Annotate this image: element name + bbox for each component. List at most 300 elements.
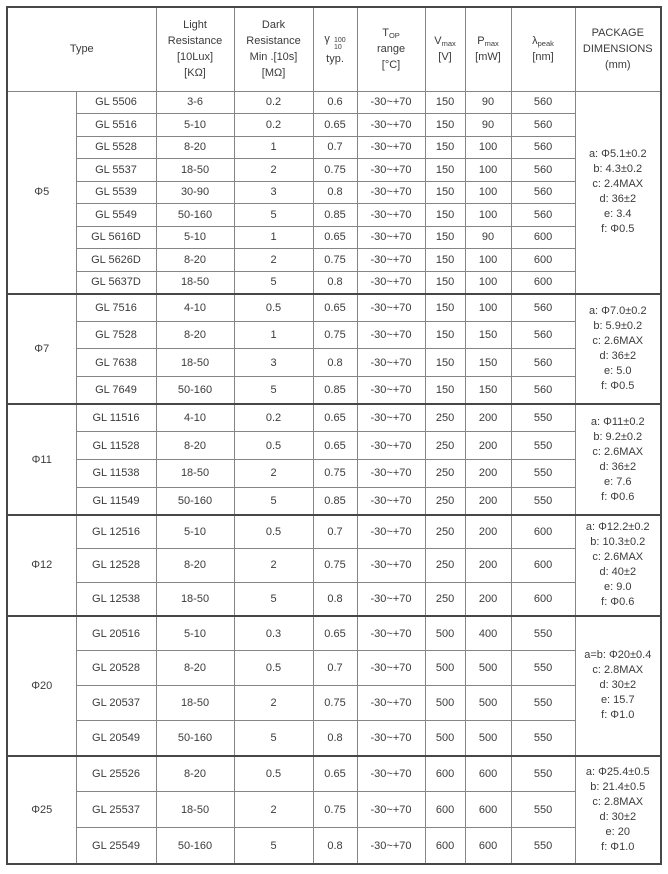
dark-cell: 0.5 [234,432,313,460]
pmax-cell: 90 [465,114,511,137]
vmax-cell: 150 [425,204,465,227]
pmax-cell: 500 [465,686,511,721]
package-dimension-line: e: 9.0 [604,581,632,594]
table-header [7,7,661,91]
vmax-cell: 150 [425,377,465,405]
dark-cell: 3 [234,181,313,204]
table-row [7,515,661,549]
group-label-cell: Φ25 [7,756,76,864]
vmax-cell: 500 [425,686,465,721]
vmax-cell: 250 [425,515,465,549]
table-row [7,828,661,864]
light-cell: 8-20 [156,651,234,686]
pmax-symbol-row [466,33,511,49]
table-row [7,204,661,227]
package-dimension-line: a=b: Φ20±0.4 [584,649,652,662]
table-row [7,686,661,721]
gamma-cell: 0.7 [313,515,357,549]
table-row [7,226,661,249]
pmax-cell: 500 [465,721,511,756]
package-dimension-line: f: Φ0.6 [601,490,635,503]
gamma-cell: 0.65 [313,114,357,137]
light-cell: 5-10 [156,226,234,249]
light-cell: 4-10 [156,404,234,432]
table-row [7,792,661,828]
group-label-cell: Φ20 [7,616,76,756]
package-dimension-line: a: Φ11±0.2 [590,415,645,428]
pmax-cell: 100 [465,159,511,182]
header-type: Type [7,7,156,91]
lpeak-subscript: peak [537,39,554,49]
pmax-cell: 600 [465,756,511,792]
gamma-cell: 0.75 [313,460,357,488]
lpeak-cell: 600 [511,271,575,294]
pmax-cell: 100 [465,271,511,294]
dark-cell: 5 [234,721,313,756]
package-dimensions-cell [575,294,661,405]
vmax-cell: 150 [425,91,465,114]
dark-cell: 3 [234,349,313,377]
dark-cell: 0.5 [234,515,313,549]
table-row [7,349,661,377]
gamma-cell: 0.6 [313,91,357,114]
gamma-cell: 0.65 [313,404,357,432]
model-cell: GL 11528 [76,432,156,460]
photoresistor-spec-table [6,6,662,865]
package-dimension-line: d: 40±2 [599,566,637,579]
gamma-cell: 0.85 [313,487,357,515]
dark-cell: 1 [234,226,313,249]
package-dimension-line: a: Φ25.4±0.5 [585,765,650,778]
group-label-cell: Φ7 [7,294,76,405]
temp-cell: -30~+70 [357,721,425,756]
model-cell: GL 25549 [76,828,156,864]
header-pmax [465,7,511,91]
lpeak-cell: 550 [511,432,575,460]
dark-cell: 5 [234,377,313,405]
vmax-cell: 250 [425,460,465,488]
model-cell: GL 11549 [76,487,156,515]
header-light-line4: [KΩ] [184,67,206,80]
pmax-cell: 100 [465,136,511,159]
dark-cell: 1 [234,136,313,159]
gamma-cell: 0.75 [313,321,357,349]
package-dimensions-cell [575,756,661,864]
package-dimension-line: d: 30±2 [599,679,637,692]
temp-cell: -30~+70 [357,204,425,227]
vmax-cell: 150 [425,294,465,322]
top-symbol-row [358,25,425,41]
gamma-sub: 10 [333,43,342,51]
model-cell: GL 12538 [76,582,156,616]
model-cell: GL 7638 [76,349,156,377]
package-dimension-line: a: Φ7.0±0.2 [588,304,647,317]
gamma-cell: 0.8 [313,828,357,864]
gamma-cell: 0.8 [313,271,357,294]
vmax-cell: 250 [425,487,465,515]
gamma-cell: 0.65 [313,616,357,651]
header-lambda-peak [511,7,575,91]
header-row [7,7,661,91]
light-cell: 8-20 [156,756,234,792]
light-cell: 8-20 [156,549,234,583]
temp-cell: -30~+70 [357,792,425,828]
lpeak-cell: 560 [511,377,575,405]
model-cell: GL 5528 [76,136,156,159]
table-row [7,616,661,651]
lpeak-cell: 560 [511,321,575,349]
model-cell: GL 12516 [76,515,156,549]
vmax-cell: 600 [425,756,465,792]
lpeak-cell: 560 [511,294,575,322]
light-cell: 18-50 [156,159,234,182]
package-dimension-line: c: 2.6MAX [592,445,644,458]
group-label-cell: Φ12 [7,515,76,616]
temp-cell: -30~+70 [357,377,425,405]
light-cell: 8-20 [156,321,234,349]
temp-cell: -30~+70 [357,249,425,272]
model-cell: GL 5516 [76,114,156,137]
temp-cell: -30~+70 [357,686,425,721]
temp-cell: -30~+70 [357,460,425,488]
package-dimension-line: f: Φ0.5 [601,223,635,235]
table-row [7,549,661,583]
gamma-cell: 0.85 [313,377,357,405]
vmax-cell: 250 [425,582,465,616]
temp-cell: -30~+70 [357,321,425,349]
vmax-unit: [V] [438,51,452,64]
light-cell: 50-160 [156,204,234,227]
lpeak-cell: 550 [511,460,575,488]
pmax-subscript: max [484,39,499,49]
pmax-cell: 200 [465,549,511,583]
model-cell: GL 11538 [76,460,156,488]
temp-cell: -30~+70 [357,582,425,616]
light-cell: 50-160 [156,721,234,756]
table-row [7,181,661,204]
temp-cell: -30~+70 [357,271,425,294]
gamma-cell: 0.8 [313,582,357,616]
temp-cell: -30~+70 [357,487,425,515]
pmax-cell: 500 [465,651,511,686]
light-cell: 50-160 [156,828,234,864]
pmax-cell: 150 [465,377,511,405]
model-cell: GL 5537 [76,159,156,182]
light-cell: 3-6 [156,91,234,114]
header-dark-line2: Resistance [246,35,301,48]
vmax-cell: 150 [425,349,465,377]
gamma-cell: 0.8 [313,349,357,377]
vmax-cell: 500 [425,721,465,756]
vmax-subscript: max [441,39,456,49]
package-dimension-line: b: 21.4±0.5 [590,780,646,793]
pmax-cell: 100 [465,204,511,227]
group-label-cell: Φ5 [7,91,76,294]
dark-cell: 2 [234,460,313,488]
light-cell: 8-20 [156,136,234,159]
lpeak-cell: 550 [511,616,575,651]
vmax-cell: 150 [425,226,465,249]
package-dimensions-cell [575,404,661,515]
model-cell: GL 25537 [76,792,156,828]
lpeak-cell: 550 [511,404,575,432]
lpeak-cell: 600 [511,549,575,583]
package-dimension-line: b: 5.9±0.2 [593,319,643,332]
dark-cell: 5 [234,582,313,616]
lpeak-unit: [nm] [532,51,554,64]
lpeak-cell: 550 [511,828,575,864]
pmax-cell: 100 [465,181,511,204]
light-cell: 5-10 [156,616,234,651]
lpeak-cell: 600 [511,249,575,272]
gamma-cell: 0.65 [313,226,357,249]
dark-cell: 2 [234,249,313,272]
package-header-line1: PACKAGE [591,27,644,40]
temp-cell: -30~+70 [357,616,425,651]
package-dimension-line: b: 4.3±0.2 [593,163,643,175]
model-cell: GL 20537 [76,686,156,721]
header-top-range [357,7,425,91]
package-dimension-line: b: 10.3±0.2 [590,536,646,549]
lpeak-cell: 550 [511,651,575,686]
model-cell: GL 5626D [76,249,156,272]
dark-cell: 0.5 [234,756,313,792]
package-dimension-line: e: 20 [605,825,630,838]
pmax-cell: 100 [465,294,511,322]
model-cell: GL 7649 [76,377,156,405]
pmax-cell: 400 [465,616,511,651]
header-dark-line3: Min .[10s] [249,51,298,64]
package-dimension-line: f: Φ1.0 [601,840,635,853]
gamma-symbol: γ [324,32,330,45]
table-row [7,404,661,432]
dark-cell: 2 [234,549,313,583]
package-dimension-line: c: 2.8MAX [592,795,644,808]
package-dimension-line: e: 5.0 [604,364,632,377]
lpeak-cell: 550 [511,756,575,792]
light-cell: 18-50 [156,792,234,828]
pmax-cell: 600 [465,792,511,828]
package-dimension-line: e: 15.7 [600,694,635,707]
package-header-line2: DIMENSIONS [582,43,653,56]
vmax-cell: 600 [425,792,465,828]
group-label-cell: Φ11 [7,404,76,515]
gamma-cell: 0.75 [313,686,357,721]
dark-cell: 5 [234,271,313,294]
light-cell: 4-10 [156,294,234,322]
table-row [7,756,661,792]
gamma-cell: 0.8 [313,721,357,756]
gamma-cell: 0.75 [313,249,357,272]
vmax-cell: 500 [425,616,465,651]
light-cell: 30-90 [156,181,234,204]
lpeak-cell: 560 [511,91,575,114]
gamma-cell: 0.7 [313,651,357,686]
header-light-resistance [156,7,234,91]
temp-cell: -30~+70 [357,432,425,460]
table-row [7,136,661,159]
temp-cell: -30~+70 [357,549,425,583]
table-row [7,91,661,114]
dark-cell: 2 [234,792,313,828]
temp-cell: -30~+70 [357,828,425,864]
lpeak-cell: 550 [511,721,575,756]
pmax-cell: 100 [465,249,511,272]
pmax-cell: 600 [465,828,511,864]
pmax-cell: 200 [465,404,511,432]
pmax-cell: 200 [465,582,511,616]
dark-cell: 0.5 [234,294,313,322]
light-cell: 18-50 [156,686,234,721]
light-cell: 18-50 [156,460,234,488]
dark-cell: 5 [234,828,313,864]
light-cell: 8-20 [156,432,234,460]
header-dark-resistance [234,7,313,91]
package-dimension-line: d: 30±2 [599,810,637,823]
light-cell: 8-20 [156,249,234,272]
model-cell: GL 5637D [76,271,156,294]
dark-cell: 0.2 [234,404,313,432]
lpeak-cell: 600 [511,226,575,249]
top-unit: [°C] [381,59,401,72]
vmax-cell: 250 [425,404,465,432]
light-cell: 18-50 [156,582,234,616]
package-header-line3: (mm) [604,59,631,72]
temp-cell: -30~+70 [357,651,425,686]
vmax-cell: 500 [425,651,465,686]
model-cell: GL 11516 [76,404,156,432]
vmax-cell: 150 [425,321,465,349]
lpeak-cell: 600 [511,515,575,549]
gamma-fraction [334,37,346,51]
dark-cell: 2 [234,686,313,721]
gamma-cell: 0.65 [313,294,357,322]
header-gamma [313,7,357,91]
table-row [7,487,661,515]
temp-cell: -30~+70 [357,136,425,159]
vmax-cell: 150 [425,159,465,182]
vmax-cell: 150 [425,271,465,294]
vmax-cell: 250 [425,549,465,583]
header-light-line1: Light [183,19,207,32]
gamma-cell: 0.75 [313,159,357,182]
temp-cell: -30~+70 [357,91,425,114]
dark-cell: 0.5 [234,651,313,686]
lpeak-cell: 560 [511,204,575,227]
temp-cell: -30~+70 [357,114,425,137]
table-row [7,377,661,405]
gamma-cell: 0.65 [313,756,357,792]
temp-cell: -30~+70 [357,756,425,792]
header-package-dimensions [575,7,661,91]
lpeak-cell: 560 [511,181,575,204]
temp-cell: -30~+70 [357,515,425,549]
light-cell: 50-160 [156,377,234,405]
top-subscript: OP [388,31,400,41]
model-cell: GL 5616D [76,226,156,249]
table-row [7,460,661,488]
package-dimension-line: a: Φ12.2±0.2 [585,521,650,534]
table-row [7,721,661,756]
lpeak-cell: 600 [511,582,575,616]
package-dimensions-cell [575,616,661,756]
lpeak-cell: 560 [511,159,575,182]
vmax-symbol: V [434,35,442,48]
table-row [7,651,661,686]
table-row [7,432,661,460]
pmax-cell: 200 [465,432,511,460]
table-row [7,114,661,137]
package-dimension-line: e: 7.6 [604,475,632,488]
package-dimension-line: a: Φ5.1±0.2 [588,148,647,160]
lpeak-cell: 550 [511,686,575,721]
table-row [7,294,661,322]
light-cell: 5-10 [156,515,234,549]
top-symbol: T [382,27,389,40]
light-cell: 50-160 [156,487,234,515]
pmax-cell: 150 [465,349,511,377]
light-cell: 18-50 [156,271,234,294]
temp-cell: -30~+70 [357,226,425,249]
vmax-cell: 600 [425,828,465,864]
dark-cell: 5 [234,487,313,515]
light-cell: 5-10 [156,114,234,137]
vmax-symbol-row [426,33,465,49]
package-dimension-line: c: 2.8MAX [592,664,644,677]
pmax-cell: 200 [465,487,511,515]
model-cell: GL 20516 [76,616,156,651]
package-dimension-line: e: 3.4 [604,208,632,220]
vmax-cell: 150 [425,181,465,204]
temp-cell: -30~+70 [357,294,425,322]
lpeak-cell: 560 [511,136,575,159]
package-dimension-line: d: 36±2 [599,193,637,205]
model-cell: GL 25526 [76,756,156,792]
dark-cell: 0.2 [234,91,313,114]
gamma-cell: 0.85 [313,204,357,227]
model-cell: GL 5506 [76,91,156,114]
lpeak-symbol: λ [532,35,538,48]
table-row [7,321,661,349]
gamma-cell: 0.75 [313,792,357,828]
pmax-cell: 200 [465,515,511,549]
temp-cell: -30~+70 [357,404,425,432]
model-cell: GL 5549 [76,204,156,227]
pmax-symbol: P [477,35,485,48]
gamma-cell: 0.7 [313,136,357,159]
table-row [7,159,661,182]
header-dark-line4: [MΩ] [261,67,286,80]
package-dimensions-cell [575,515,661,616]
vmax-cell: 150 [425,114,465,137]
model-cell: GL 12528 [76,549,156,583]
package-dimensions-cell [575,91,661,294]
pmax-cell: 150 [465,321,511,349]
package-dimension-line: f: Φ0.5 [601,379,635,392]
light-cell: 18-50 [156,349,234,377]
vmax-cell: 250 [425,432,465,460]
spec-table-body [7,91,661,864]
model-cell: GL 20528 [76,651,156,686]
top-range-word: range [376,43,406,56]
pmax-cell: 90 [465,91,511,114]
model-cell: GL 5539 [76,181,156,204]
gamma-cell: 0.8 [313,181,357,204]
package-dimension-line: c: 2.6MAX [592,334,644,347]
header-light-line2: Resistance [167,35,223,48]
pmax-cell: 90 [465,226,511,249]
gamma-symbol-row [314,32,357,51]
